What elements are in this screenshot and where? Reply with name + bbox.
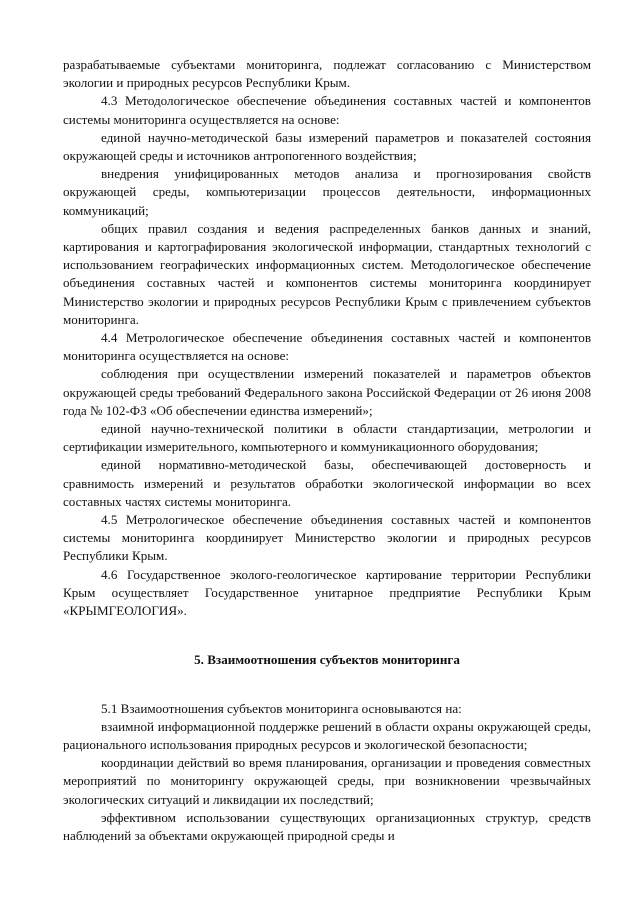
paragraph-4-5: 4.5 Метрологическое обеспечение объединения составных частей и компонентов системы мониторинга координирует Министерство экологии и природных ресурсов Республики Крым. xyxy=(63,512,591,564)
section-heading: 5. Взаимоотношения субъектов мониторинга xyxy=(194,652,460,668)
list-item: эффективном использовании существующих организационных структур, средств наблюдений за объектами окружающей природной среды и xyxy=(63,809,591,843)
paragraph-continuation: разрабатываемые субъектами мониторинга, подлежат согласованию с Министерством экологии и природных ресурсов Республики Крым. xyxy=(63,57,591,91)
document-page xyxy=(63,56,591,845)
list-item: общих правил создания и ведения распределенных банков данных и знаний, картирования и картографирования экологической информации, стандартных технологий с использованием географических информационных систем. Методологическое обеспечение объединения составных частей и компонентов системы мониторинга координирует Министерство экологии и природных ресурсов Республики Крым с привлечением субъектов мониторинга. xyxy=(63,220,591,327)
paragraph-4-6: 4.6 Государственное эколого-геологическое картирование территории Республики Крым осуществляет Государственное унитарное предприятие Республики Крым «КРЫМГЕОЛОГИЯ». xyxy=(63,566,591,619)
paragraph-4-4: 4.4 Метрологическое обеспечение объединения составных частей и компонентов мониторинга осуществляется на основе: xyxy=(63,330,591,364)
list-item: единой научно-технической политики в области стандартизации, метрологии и сертификации измерительного, компьютерного и коммуникационного оборудования; xyxy=(63,421,591,455)
list-item: внедрения унифицированных методов анализа и прогнозирования свойств окружающей среды, компьютеризации процессов деятельности, информационных коммуникаций; xyxy=(63,166,591,218)
list-item: соблюдения при осуществлении измерений показателей и параметров объектов окружающей среды требований Федерального закона Российской Федерации от 26 июня 2008 года № 102-ФЗ «Об обеспечении единства измерений»; xyxy=(63,366,591,418)
list-item: взаимной информационной поддержке решений в области охраны окружающей среды, рационального использования природных ресурсов и экологической безопасности; xyxy=(63,718,591,752)
list-item: единой нормативно-методической базы, обеспечивающей достоверность и сравнимость измерений и результатов обработки экологической информации во всех составных частях системы мониторинга. xyxy=(63,457,591,509)
paragraph-4-3: 4.3 Методологическое обеспечение объединения составных частей и компонентов системы мониторинга осуществляется на основе: xyxy=(63,93,591,127)
paragraph-5-1: 5.1 Взаимоотношения субъектов мониторинга основываются на: xyxy=(101,700,462,716)
list-item: координации действий во время планирования, организации и проведения совместных мероприятий по мониторингу окружающей среды, при возникновении чрезвычайных экологических ситуаций и ликвидации их последствий; xyxy=(63,755,591,807)
list-item: единой научно-методической базы измерений параметров и показателей состояния окружающей среды и источников антропогенного воздействия; xyxy=(63,129,591,164)
